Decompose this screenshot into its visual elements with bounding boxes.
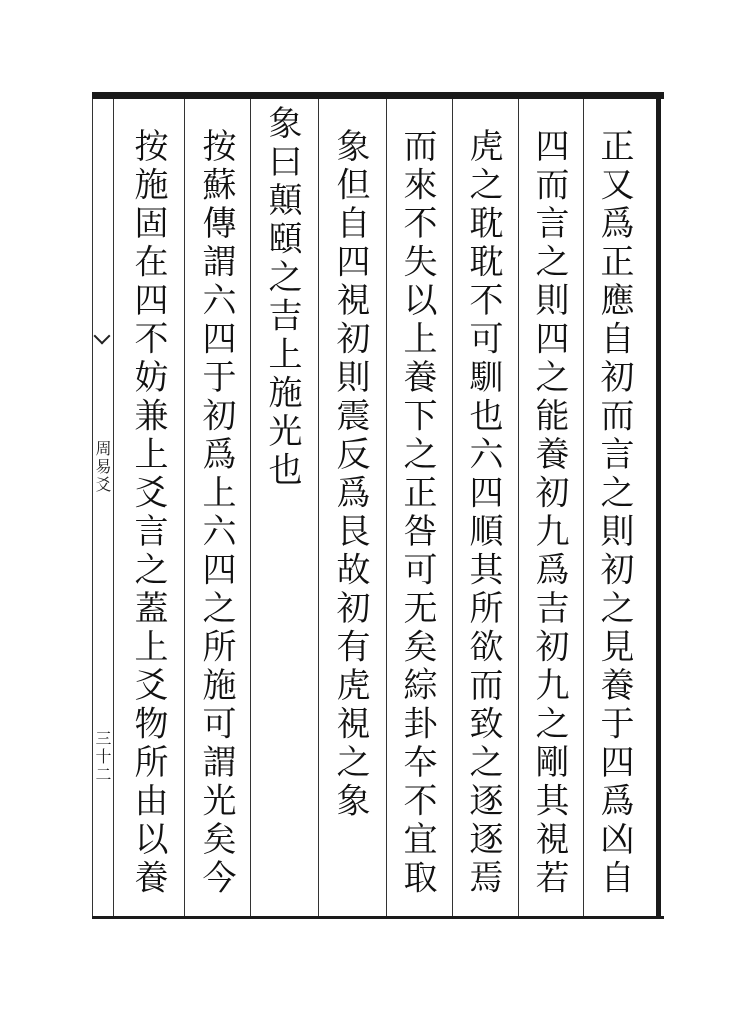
column-divider [250, 99, 251, 916]
text-column-8: 按施固在四不妨兼上爻言之蓋上爻物所由以養 [128, 128, 168, 898]
text-column-7: 按蘇傳謂六四于初爲上六四之所施可謂光矣今 [196, 128, 236, 898]
text-column-4: 而來不失以上養下之正咎可无矣綜卦夲不宜取 [397, 128, 437, 898]
text-column-6: 象曰顛頤之吉上施光也 [262, 105, 302, 490]
column-divider [184, 99, 185, 916]
text-column-5: 象但自四視初則震反爲艮故初有虎視之象 [330, 128, 370, 821]
margin-border-right [113, 99, 114, 916]
text-column-2: 四而言之則四之能養初九爲吉初九之剛其視若 [529, 128, 569, 898]
column-divider [318, 99, 319, 916]
margin-title: 周易爻 [93, 440, 112, 494]
text-column-1: 正又爲正應自初而言之則初之見養于四爲凶自 [594, 128, 634, 898]
margin-page-number: 三十二 [93, 730, 112, 784]
fishtail-mark [94, 328, 111, 345]
text-column-3: 虎之耽耽不可馴也六四順其所欲而致之逐逐焉 [463, 128, 503, 898]
column-divider [518, 99, 519, 916]
margin-border-left [92, 99, 93, 916]
column-divider [386, 99, 387, 916]
right-border [656, 92, 661, 918]
column-divider [452, 99, 453, 916]
bottom-border [92, 916, 664, 919]
top-border [92, 92, 664, 99]
column-divider [583, 99, 584, 916]
